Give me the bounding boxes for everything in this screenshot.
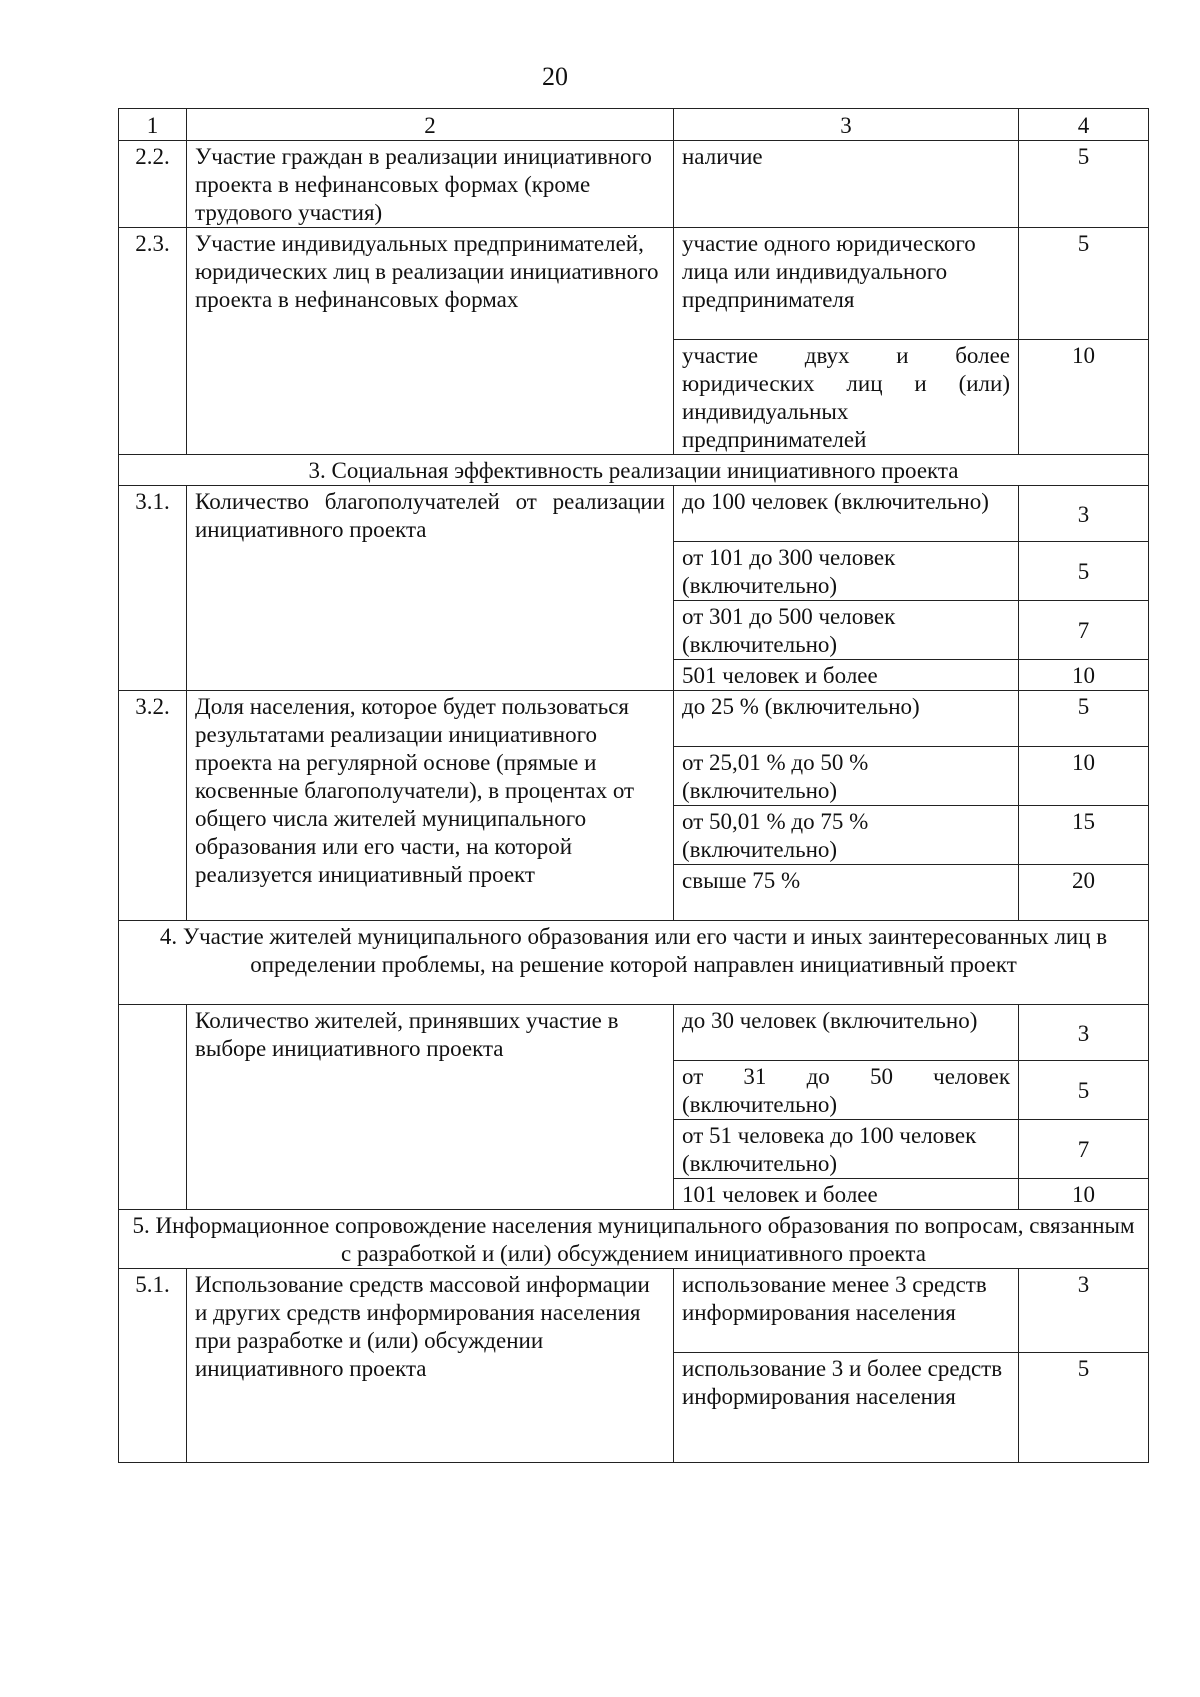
points-value: 10 [1019, 660, 1149, 691]
criterion-text: Доля населения, которое будет пользоваться результатами реализации инициативного проекта на регулярной основе (прямые и косвенные благополучатели), в процентах от общего числа жителей муниципального образования или его части, на которой реализуется инициативный проект [187, 691, 674, 921]
table-row [119, 1005, 1149, 1061]
criteria-table [118, 108, 1149, 1463]
option-text: до 25 % (включительно) [674, 691, 1019, 747]
header-cell: 1 [119, 109, 187, 141]
option-text: от 101 до 300 человек (включительно) [674, 542, 1019, 601]
header-cell: 3 [674, 109, 1019, 141]
criterion-text: Количество благополучателей от реализации инициативного проекта [187, 486, 674, 691]
points-value: 3 [1019, 1269, 1149, 1353]
table-row [119, 691, 1149, 747]
points-value: 5 [1019, 1353, 1149, 1463]
option-text: участие двух и более юридических лиц и (или) индивидуальных предпринимателей [674, 340, 1019, 455]
row-number: 2.2. [119, 141, 187, 228]
option-text: от 25,01 % до 50 % (включительно) [674, 747, 1019, 806]
criterion-text: Количество жителей, принявших участие в выборе инициативного проекта [187, 1005, 674, 1210]
criterion-text: Участие граждан в реализации инициативного проекта в нефинансовых формах (кроме трудового участия) [187, 141, 674, 228]
option-text: от 51 человека до 100 человек (включительно) [674, 1120, 1019, 1179]
section-row [119, 1210, 1149, 1269]
table-row [119, 1269, 1149, 1353]
section-title: 3. Социальная эффективность реализации инициативного проекта [119, 455, 1149, 486]
points-value: 10 [1019, 747, 1149, 806]
points-value: 20 [1019, 865, 1149, 921]
table-row [119, 228, 1149, 340]
row-number: 3.2. [119, 691, 187, 921]
points-value: 10 [1019, 1179, 1149, 1210]
table-header-row [119, 109, 1149, 141]
option-text: 501 человек и более [674, 660, 1019, 691]
option-text: свыше 75 % [674, 865, 1019, 921]
points-value: 3 [1019, 486, 1149, 542]
points-value: 10 [1019, 340, 1149, 455]
points-value: 5 [1019, 542, 1149, 601]
row-number: 2.3. [119, 228, 187, 455]
points-value: 5 [1019, 228, 1149, 340]
points-value: 7 [1019, 601, 1149, 660]
option-text: от 301 до 500 человек (включительно) [674, 601, 1019, 660]
option-text: использование менее 3 средств информирования населения [674, 1269, 1019, 1353]
option-text: участие одного юридического лица или индивидуального предпринимателя [674, 228, 1019, 340]
table-row [119, 486, 1149, 542]
points-value: 15 [1019, 806, 1149, 865]
points-value: 5 [1019, 1061, 1149, 1120]
points-value: 7 [1019, 1120, 1149, 1179]
header-cell: 2 [187, 109, 674, 141]
option-text: наличие [674, 141, 1019, 228]
header-cell: 4 [1019, 109, 1149, 141]
criterion-text: Использование средств массовой информации и других средств информирования населения при разработке и (или) обсуждении инициативного проекта [187, 1269, 674, 1463]
points-value: 3 [1019, 1005, 1149, 1061]
option-text: использование 3 и более средств информирования населения [674, 1353, 1019, 1463]
section-title: 4. Участие жителей муниципального образования или его части и иных заинтересованных лиц в определении проблемы, на решение которой направлен инициативный проект [119, 921, 1149, 1005]
row-number [119, 1005, 187, 1210]
option-text: 101 человек и более [674, 1179, 1019, 1210]
points-value: 5 [1019, 691, 1149, 747]
table-row [119, 141, 1149, 228]
section-title: 5. Информационное сопровождение населения муниципального образования по вопросам, связанным с разработкой и (или) обсуждением инициативного проекта [119, 1210, 1149, 1269]
row-number: 5.1. [119, 1269, 187, 1463]
points-value: 5 [1019, 141, 1149, 228]
row-number: 3.1. [119, 486, 187, 691]
option-text: до 100 человек (включительно) [674, 486, 1019, 542]
criterion-text: Участие индивидуальных предпринимателей, юридических лиц в реализации инициативного проекта в нефинансовых формах [187, 228, 674, 455]
section-row [119, 921, 1149, 1005]
page-number: 20 [542, 62, 568, 91]
section-row [119, 455, 1149, 486]
option-text: до 30 человек (включительно) [674, 1005, 1019, 1061]
option-text: от 31 до 50 человек (включительно) [674, 1061, 1019, 1120]
option-text: от 50,01 % до 75 % (включительно) [674, 806, 1019, 865]
